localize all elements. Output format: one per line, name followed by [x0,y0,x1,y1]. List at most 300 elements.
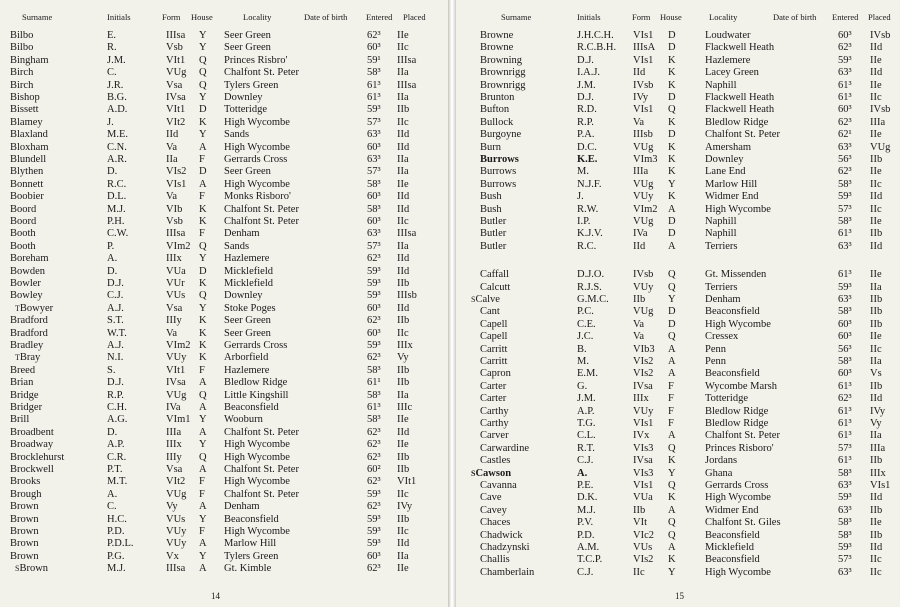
table-row [0,80,448,92]
form-cell: VUr [166,278,185,289]
surname-cell [10,476,40,488]
table-row [0,179,448,191]
surname-cell [480,142,501,154]
locality-cell: High Wycombe [705,492,771,504]
initials-cell: C.E. [577,318,596,330]
placed-cell: IIe [870,166,882,178]
table-row [456,356,900,368]
form-cell: VIm2 [166,240,191,252]
table-row [456,418,900,430]
initials-cell: M.J. [107,563,126,575]
form-cell: IIa [166,154,178,165]
entered-cell: 60³ [367,550,381,562]
initials-cell: M.J. [577,504,596,516]
house-cell: D [668,306,676,318]
placed-cell: IId [397,129,410,141]
surname-cell [480,567,534,579]
house-cell: F [199,488,205,500]
locality-cell: Denham [224,228,260,240]
locality-cell: Widmer End [705,504,759,516]
entered-cell: 60³ [367,141,381,153]
form-cell: IIIsa [166,30,186,41]
initials-cell: P.C. [577,306,594,318]
entered-cell: 57³ [838,203,852,215]
form-cell: IIIa [633,166,649,178]
placed-cell: IIIa [870,116,886,128]
house-cell: D [668,129,676,141]
form-cell: IIIx [633,393,649,405]
house-cell: Y [199,513,207,525]
entered-cell: 62³ [367,563,381,575]
locality-cell: Totteridge [224,104,267,116]
surname-text: Blaxland [10,129,48,141]
form-cell: VIs2 [166,166,187,178]
entered-cell: 60³ [838,368,852,380]
house-cell: Y [199,550,207,562]
house-cell: A [199,563,207,575]
entered-cell: 59³ [367,538,381,550]
table-row [0,92,448,104]
locality-cell: Penn [705,343,726,355]
surname-text: Brill [10,414,30,426]
house-cell: K [668,116,676,128]
placed-cell: IId [397,203,410,215]
locality-cell: High Wycombe [705,318,771,330]
table-row [0,290,448,302]
surname-text: Brunton [480,92,515,103]
table-row [456,216,900,228]
table-row [0,476,448,488]
form-cell: Vsa [166,302,183,314]
locality-cell: Monks Risboro' [224,191,291,203]
placed-cell: Vy [397,352,409,364]
entered-cell: 62³ [367,315,381,327]
surname-cell [480,80,526,92]
locality-cell: Naphill [705,228,737,240]
initials-cell: A. [107,488,118,500]
house-cell: A [668,343,676,355]
surname-text: Bowden [10,265,45,277]
surname-text: Brough [10,488,42,500]
form-cell: Vsa [166,79,183,91]
entered-cell: 61³ [367,92,381,103]
surname-cell [480,166,516,178]
entered-cell: 61³ [838,418,852,429]
locality-cell: Marlow Hill [705,178,758,190]
initials-cell: A.J. [107,302,124,314]
surname-cell [480,241,506,253]
house-cell: K [668,166,676,178]
entered-cell: 63³ [367,129,381,141]
placed-cell: IIe [870,331,882,343]
locality-cell: Beaconsfield [705,554,760,566]
house-cell: A [199,377,207,389]
initials-cell: H.C. [107,513,127,525]
entered-cell: 58³ [838,306,852,318]
surname-cell [10,414,29,426]
locality-cell: Gerrards Cross [224,154,288,165]
table-row [456,505,900,517]
initials-cell: M.J. [107,203,126,215]
form-cell: Vy [166,501,178,513]
surname-text: Bullock [480,116,514,128]
placed-cell: IId [397,253,410,265]
surname-cell [480,179,516,191]
surname-cell [10,514,39,526]
house-cell: A [199,141,207,153]
surname-text: Burgoyne [480,129,522,141]
initials-cell: J.M. [577,79,596,91]
form-cell: VIb [166,203,183,215]
surname-cell [10,402,42,414]
surname-text: Blundell [10,154,47,165]
house-cell: F [199,154,205,165]
placed-cell: IIa [397,550,409,562]
table-row [456,530,900,542]
initials-cell: J.H.C.H. [577,30,614,41]
form-cell: Va [166,327,178,339]
initials-cell: C.J. [577,566,594,578]
row-prefix-mark: S [471,468,476,478]
initials-cell: S. [107,364,116,376]
initials-cell: J.M. [577,393,596,405]
form-cell: VUa [166,265,186,277]
header-dob: Date of birth [773,12,817,22]
form-cell: VUy [633,405,654,417]
surname-text: Bonnett [10,178,44,190]
header-entered: Entered [366,12,393,22]
table-row [0,55,448,67]
placed-cell: IIe [397,414,409,426]
house-cell: Q [199,79,207,91]
surname-text: Breed [10,364,36,376]
form-cell: Va [633,331,645,343]
placed-cell: IIa [870,356,882,367]
entered-cell: 63³ [838,480,852,491]
table-row [456,331,900,343]
header-placed: Placed [403,12,426,22]
placed-cell: IId [870,191,883,203]
surname-cell [480,129,521,141]
initials-cell: M. [577,166,589,178]
surname-cell [480,455,510,467]
table-row [456,381,900,393]
locality-cell: Jordans [705,455,738,467]
table-row [456,179,900,191]
surname-text: Boord [10,203,37,215]
locality-cell: Penn [705,356,726,367]
initials-cell: A.J. [107,340,124,351]
placed-cell: IIIsa [397,228,417,240]
entered-cell: 62³ [367,476,381,488]
entered-cell: 62³ [367,30,381,41]
table-row [0,377,448,389]
surname-text: Blythen [10,166,44,178]
placed-cell: IIb [870,318,883,330]
initials-cell: S.T. [107,315,124,327]
initials-cell: M. [577,356,589,367]
locality-cell: Micklefield [705,542,754,553]
house-cell: Y [199,302,207,314]
locality-cell: Bledlow Ridge [224,377,288,389]
placed-cell: IIc [870,566,882,578]
entered-cell: 58³ [367,178,381,190]
form-cell: VUy [166,526,187,537]
house-cell: D [199,265,207,277]
surname-text: Boobier [10,191,44,203]
form-cell: VIs3 [633,467,654,479]
house-cell: Y [199,42,207,54]
table-row [0,489,448,501]
house-cell: Q [668,331,676,343]
initials-cell: B.G. [107,92,127,103]
locality-cell: Hazlemere [224,253,270,265]
entered-cell: 57³ [367,116,381,128]
house-cell: K [199,340,207,351]
house-cell: D [668,216,676,227]
entered-cell: 60³ [838,318,852,330]
table-row [456,542,900,554]
table-row [456,92,900,104]
locality-cell: Seer Green [224,30,271,41]
table-row [456,344,900,356]
form-cell: IVsb [633,269,654,281]
initials-cell: C.J. [107,290,124,302]
placed-cell: IId [870,240,883,252]
entered-cell: 63³ [838,67,852,79]
placed-cell: IIb [397,104,410,116]
initials-cell: M.E. [107,129,128,141]
surname-text: Cawson [475,467,512,479]
form-cell: Vsa [166,464,183,475]
initials-cell: C. [107,67,117,79]
form-cell: IIc [633,566,645,578]
entered-cell: 61³ [367,79,381,91]
initials-cell: A.P. [577,405,595,417]
form-cell: IVx [633,430,650,442]
table-row [0,104,448,116]
locality-cell: Naphill [705,216,737,227]
table-row [456,368,900,380]
surname-text: Burrows [480,178,517,190]
surname-text: Bowler [10,278,41,289]
surname-cell [480,492,502,504]
surname-text: Brownrigg [480,67,526,79]
house-cell: D [668,228,676,240]
surname-cell [10,464,54,476]
locality-cell: Beaconsfield [705,529,760,541]
locality-cell: Bledlow Ridge [705,405,769,417]
house-cell: K [668,154,676,165]
house-cell: Q [199,67,207,79]
table-row [0,315,448,327]
surname-cell [471,294,500,306]
placed-cell: IId [397,302,410,314]
entered-cell: 61³ [367,402,381,413]
initials-cell: K.E. [577,154,598,165]
locality-cell: Beaconsfield [224,513,279,525]
entered-cell: 63³ [838,294,852,305]
initials-cell: C.H. [107,402,127,413]
initials-cell: R.C. [577,240,597,252]
entered-cell: 62³ [367,439,381,451]
surname-cell [480,344,507,356]
surname-text: Chamberlain [480,566,535,578]
initials-cell: P.G. [107,550,125,562]
house-cell: D [199,166,207,178]
surname-text: Bissett [10,104,39,116]
surname-cell [15,563,48,575]
initials-cell: T.G. [577,418,596,429]
surname-cell [10,55,49,67]
initials-cell: C.W. [107,228,129,240]
form-cell: VIs1 [633,104,654,116]
house-cell: K [199,216,207,227]
surname-cell [10,501,39,513]
entered-cell: 58³ [367,389,381,401]
header-form: Form [162,12,181,22]
table-row [0,402,448,414]
surname-cell [480,542,530,554]
form-cell: IId [633,67,646,79]
placed-cell: IIIx [397,340,413,351]
form-cell: VUa [633,492,653,504]
surname-text: Caffall [480,269,509,281]
house-cell: Y [668,467,676,479]
initials-cell: R.C. [107,178,127,190]
placed-cell: IIe [870,269,882,281]
entered-cell: 60³ [838,104,852,116]
entered-cell: 58³ [838,356,852,367]
table-row [0,30,448,42]
locality-cell: Chalfont St. Peter [705,430,780,442]
surname-cell [480,356,507,368]
locality-cell: Sands [224,129,250,141]
surname-text: Brown [10,526,39,537]
placed-cell: IIb [397,364,410,376]
placed-cell: IIIsa [397,54,417,66]
placed-cell: IIb [870,455,883,467]
placed-cell: IIe [870,517,882,529]
surname-cell [10,142,49,154]
locality-cell: Amersham [705,141,752,153]
surname-text: Brown [10,538,39,550]
entered-cell: 59¹ [367,54,381,66]
surname-text: Brownrigg [480,79,526,91]
surname-cell [15,352,40,364]
locality-cell: Denham [224,501,260,513]
entered-cell: 61³ [838,380,852,392]
surname-cell [10,439,53,451]
entered-cell: 61¹ [367,377,381,389]
table-row [456,443,900,455]
surname-text: Bingham [10,54,49,66]
entered-cell: 63³ [838,240,852,252]
form-cell: IVy [633,92,649,103]
locality-cell: Hazlemere [224,364,270,376]
book-gutter [448,0,456,607]
house-cell: F [199,526,205,537]
initials-cell: R.W. [577,203,599,215]
surname-cell [480,554,510,566]
locality-cell: Seer Green [224,327,271,339]
surname-text: Chadwick [480,529,523,541]
house-cell: K [199,203,207,215]
placed-cell: IIc [397,216,409,227]
placed-cell: IVsb [870,104,891,116]
initials-cell: R.P. [577,116,594,128]
initials-cell: P.D. [577,529,595,541]
form-cell: IIIy [166,451,182,463]
house-cell: A [199,402,207,413]
entered-cell: 58³ [838,178,852,190]
surname-cell [480,505,507,517]
surname-cell [10,42,33,54]
surname-text: Calcutt [480,281,511,293]
placed-cell: IIb [397,315,410,327]
entered-cell: 60³ [367,302,381,314]
table-row [0,390,448,402]
surname-text: Capron [480,368,511,380]
entered-cell: 59³ [367,513,381,525]
entered-cell: 61³ [838,405,852,417]
surname-cell [480,269,509,281]
house-cell: Q [199,54,207,66]
form-cell: VIm1 [166,414,191,426]
table-row [456,430,900,442]
table-row [0,216,448,228]
form-cell: VIs1 [633,480,654,491]
house-cell: Q [668,480,676,491]
surname-text: Bowyer [19,302,54,314]
form-cell: IIIsb [633,129,653,141]
house-cell: A [199,426,207,438]
form-cell: IVsa [166,92,186,103]
form-cell: VIm3 [633,154,658,165]
surname-text: Butler [480,228,507,240]
entered-cell: 59³ [367,278,381,289]
house-cell: F [668,393,674,405]
form-cell: VUg [633,178,654,190]
placed-cell: IVsb [870,30,891,41]
surname-cell [10,117,43,129]
surname-cell [10,278,41,290]
surname-text: Broadway [10,439,54,451]
form-cell: VUg [633,141,654,153]
surname-text: Birch [10,79,34,91]
locality-cell: Gerrards Cross [705,480,769,491]
surname-cell [480,228,506,240]
form-cell: VIm2 [166,340,191,351]
form-cell: IVsa [166,377,186,389]
form-cell: IVsb [633,79,654,91]
surname-cell [10,204,36,216]
house-cell: K [668,67,676,79]
initials-cell: I.P. [577,216,591,227]
locality-cell: Seer Green [224,315,271,327]
table-row [0,42,448,54]
entered-cell: 62³ [367,451,381,463]
form-cell: VUs [166,513,186,525]
surname-text: Booth [10,228,36,240]
header-house: House [191,12,213,22]
locality-cell: High Wycombe [224,451,290,463]
surname-text: Carwardine [480,442,529,454]
surname-text: Bilbo [10,42,34,54]
initials-cell: P.D. [107,526,125,537]
surname-text: Carter [480,393,507,405]
entered-cell: 63³ [367,154,381,165]
